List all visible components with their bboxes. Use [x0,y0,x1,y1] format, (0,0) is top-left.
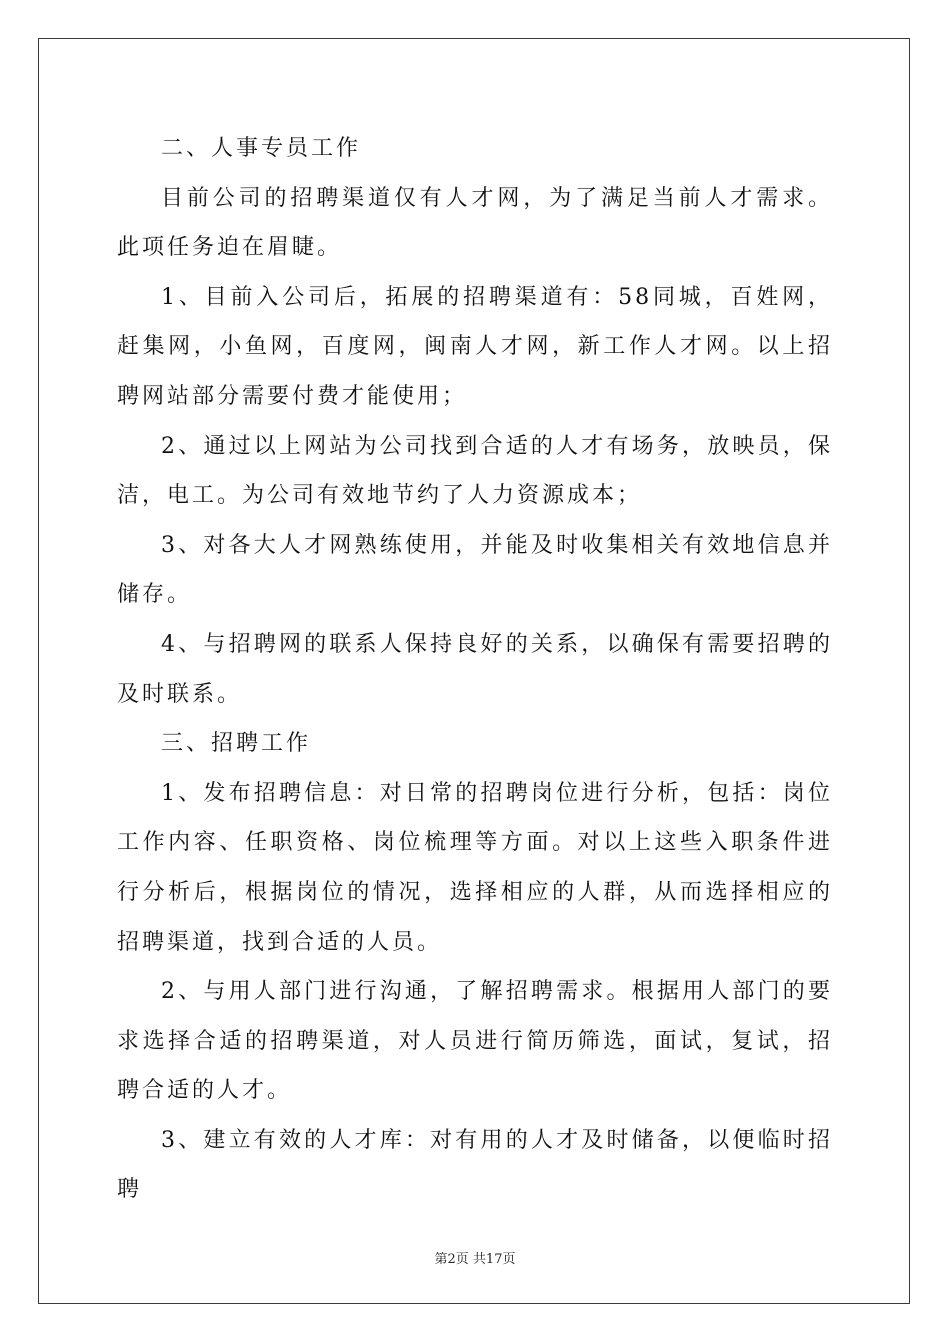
paragraph: 3、建立有效的人才库：对有用的人才及时储备，以便临时招聘 [117,1127,833,1203]
paragraph: 2、通过以上网站为公司找到合适的人才有场务，放映员，保洁，电工。为公司有效地节约了人力资源成本； [117,433,833,509]
page-number-footer: 第2页 共17页 [434,1252,516,1267]
paragraph: 1、发布招聘信息：对日常的招聘岗位进行分析，包括：岗位工作内容、任职资格、岗位梳理等方面。对以上这些入职条件进行分析后，根据岗位的情况，选择相应的人群，从而选择相应的招聘渠道，找到合适的人员。 [117,780,833,955]
paragraph: 目前公司的招聘渠道仅有人才网，为了满足当前人才需求。此项任务迫在眉睫。 [117,185,833,261]
paragraph: 1、目前入公司后，拓展的招聘渠道有：58同城，百姓网，赶集网，小鱼网，百度网，闽南人才网，新工作人才网。以上招聘网站部分需要付费才能使用； [117,284,833,409]
document-body [117,124,833,1215]
section-heading: 三、招聘工作 [161,731,312,757]
paragraph: 2、与用人部门进行沟通，了解招聘需求。根据用人部门的要求选择合适的招聘渠道，对人员进行简历筛选，面试，复试，招聘合适的人才。 [117,979,833,1104]
paragraph: 3、对各大人才网熟练使用，并能及时收集相关有效地信息并储存。 [117,532,833,608]
section-heading: 二、人事专员工作 [161,136,362,161]
paragraph: 4、与招聘网的联系人保持良好的关系，以确保有需要招聘的及时联系。 [117,631,833,707]
